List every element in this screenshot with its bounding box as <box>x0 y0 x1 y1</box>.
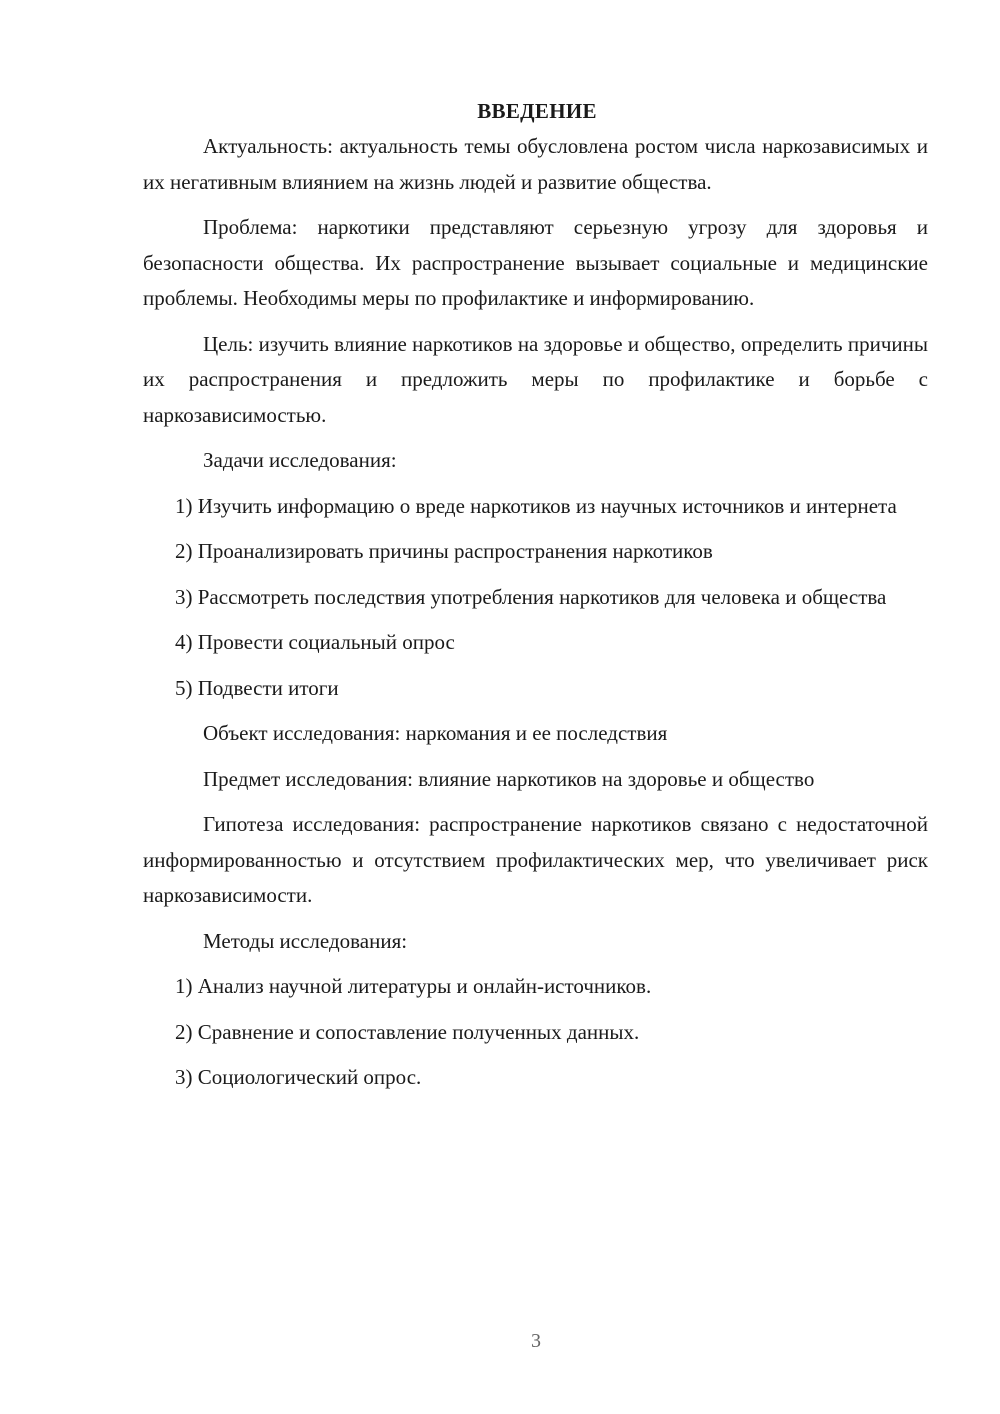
method-item-2: 2) Сравнение и сопоставление полученных данных. <box>175 1019 640 1044</box>
task-item-1: 1) Изучить информацию о вреде наркотиков из научных источников и интернета <box>175 493 897 518</box>
document-page <box>143 94 928 1106</box>
methods-heading: Методы исследования: <box>203 928 408 953</box>
task-item-5: 5) Подвести итоги <box>175 675 339 700</box>
research-subject: Предмет исследования: влияние наркотиков на здоровье и общество <box>203 766 815 791</box>
problem-paragraph: Проблема: наркотики представляют серьезную угрозу для здоровья и безопасности общества. Их распространение вызывает социальные и медицинские проблемы. Необходимы меры по профилактике и информированию. <box>143 215 928 310</box>
research-hypothesis: Гипотеза исследования: распространение наркотиков связано с недостаточной информированностью и отсутствием профилактических мер, что увеличивает риск наркозависимости. <box>143 812 928 907</box>
tasks-heading: Задачи исследования: <box>203 448 397 472</box>
method-item-1: 1) Анализ научной литературы и онлайн-источников. <box>175 974 652 998</box>
task-item-4: 4) Провести социальный опрос <box>175 630 455 654</box>
relevance-paragraph: Актуальность: актуальность темы обусловлена ростом числа наркозависимых и их негативным влиянием на жизнь людей и развитие общества. <box>143 134 928 194</box>
section-title: ВВЕДЕНИЕ <box>477 99 597 123</box>
task-item-2: 2) Проанализировать причины распространения наркотиков <box>175 539 713 563</box>
research-object: Объект исследования: наркомания и ее последствия <box>203 721 668 745</box>
task-item-3: 3) Рассмотреть последствия употребления наркотиков для человека и общества <box>175 584 887 609</box>
goal-paragraph: Цель: изучить влияние наркотиков на здоровье и общество, определить причины их распространения и предложить меры по профилактике и борьбе с наркозависимостью. <box>143 331 928 427</box>
method-item-3: 3) Социологический опрос. <box>175 1065 422 1089</box>
page-number: 3 <box>531 1330 541 1352</box>
